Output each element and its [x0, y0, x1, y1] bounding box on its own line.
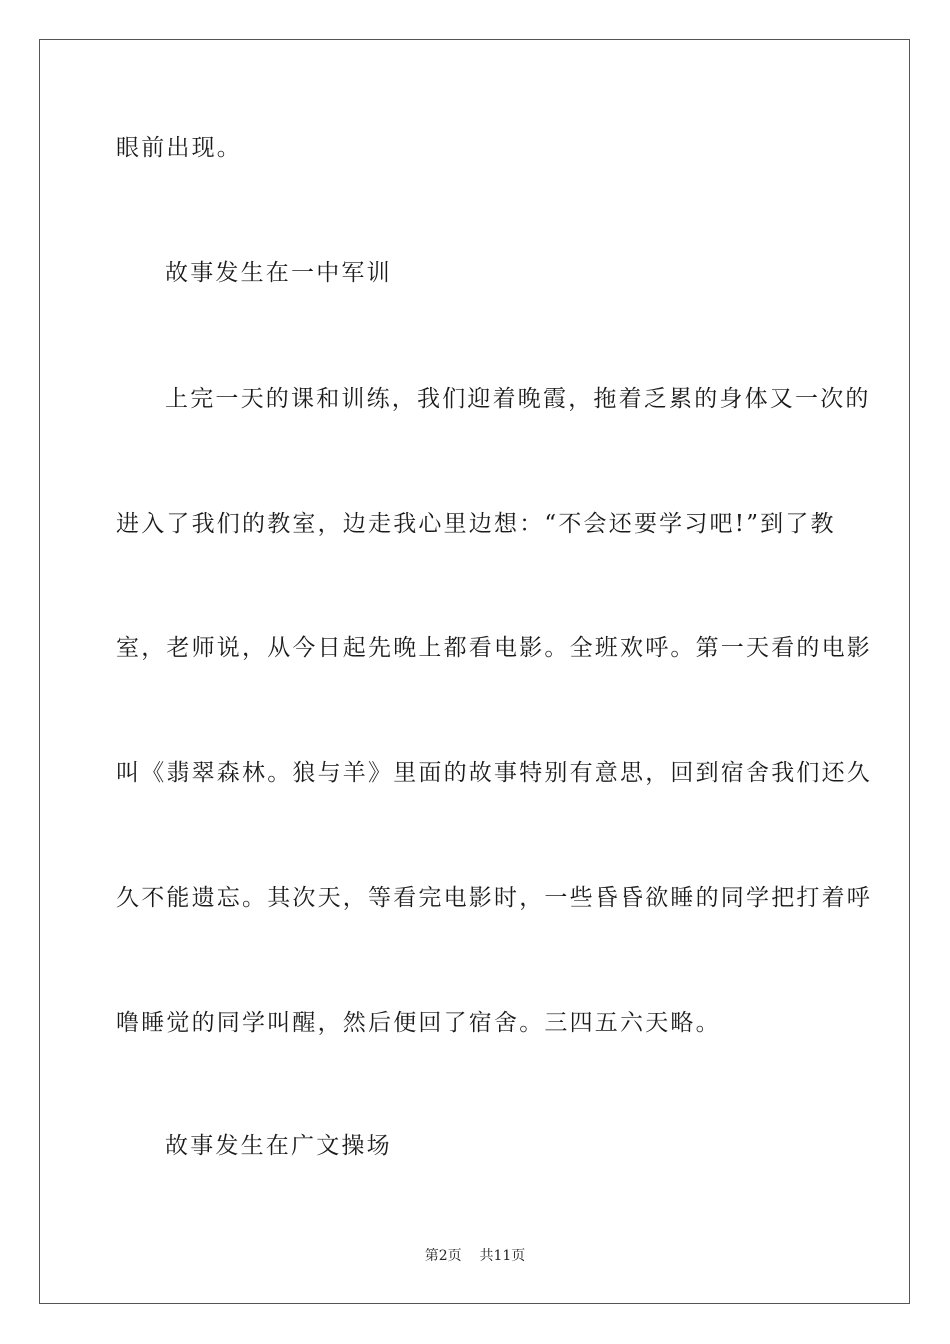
paragraph-line-2: 上完一天的课和训练，我们迎着晚霞，拖着乏累的身体又一次的 — [165, 386, 871, 412]
paragraph-line-7: 噜睡觉的同学叫醒，然后便回了宿舍。三四五六天略。 — [116, 1010, 721, 1036]
section-heading-2: 故事发生在广文操场 — [165, 1133, 392, 1159]
section-heading-1: 故事发生在一中军训 — [165, 260, 392, 286]
paragraph-line-4: 室，老师说，从今日起先晚上都看电影。全班欢呼。第一天看的电影 — [116, 635, 872, 661]
paragraph-line-6: 久不能遗忘。其次天，等看完电影时，一些昏昏欲睡的同学把打着呼 — [116, 885, 872, 911]
paragraph-line-5: 叫《翡翠森林。狼与羊》里面的故事特别有意思，回到宿舍我们还久 — [116, 760, 872, 786]
paragraph-line-1: 眼前出现。 — [116, 135, 242, 161]
page-number-footer: 第2页 共11页 — [424, 1248, 526, 1264]
page-border — [39, 39, 910, 1304]
paragraph-line-3: 进入了我们的教室，边走我心里边想：“不会还要学习吧!”到了教 — [116, 511, 836, 537]
